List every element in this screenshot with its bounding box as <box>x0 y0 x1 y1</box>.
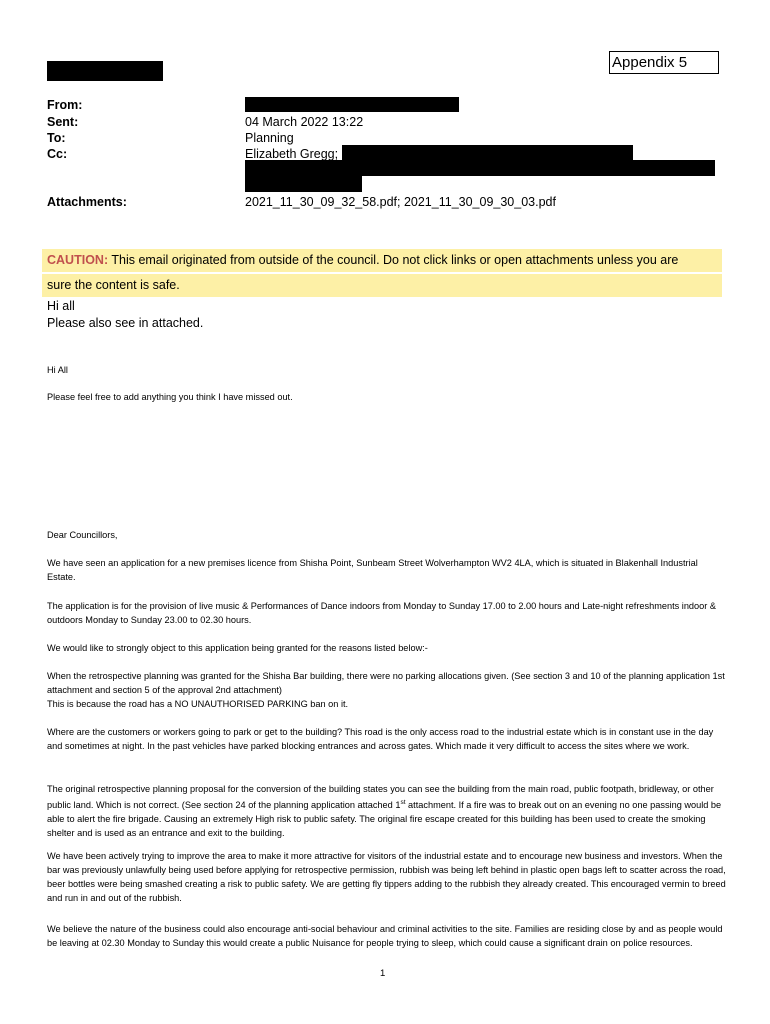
to-value: Planning <box>245 131 294 145</box>
redacted-cc-value-2 <box>245 160 715 176</box>
letter-paragraph-3: We would like to strongly object to this application being granted for the reasons listed below:- <box>47 643 428 653</box>
from-label: From: <box>47 98 83 112</box>
forward-greeting: Hi All <box>47 365 68 375</box>
forward-note: Please feel free to add anything you think I have missed out. <box>47 392 293 402</box>
to-label: To: <box>47 131 66 145</box>
attachments-value[interactable]: 2021_11_30_09_32_58.pdf; 2021_11_30_09_30_03.pdf <box>245 195 556 209</box>
sent-value: 04 March 2022 13:22 <box>245 115 364 129</box>
letter-paragraph-4 <box>47 669 727 711</box>
letter-paragraph-5: Where are the customers or workers going to park or get to the building? This road is the only access road to the industrial estate which is in constant use in the day and sometimes at night. In the past vehicles have parked blocking entrances and across gates. Which made it very difficult to access the sites where we work. <box>47 727 714 751</box>
caution-label: CAUTION: <box>47 253 109 267</box>
letter-paragraph-6-end: attachment. If a fire was to break out on an evening no one passing would be able to alert the fire brigade. Causing an extremely High risk to public safety. The original fire escape created for this building has been used to create the smoking shelter and is used as an entrance and exit to the building. <box>47 800 722 839</box>
caution-text-2: sure the content is safe. <box>47 278 180 292</box>
redacted-cc-value-1 <box>342 145 633 160</box>
appendix-label: Appendix 5 <box>609 51 719 74</box>
letter-paragraph-8: We believe the nature of the business could also encourage anti-social behaviour and criminal activities to the site. Families are residing close by and as people would be leaving at 02.30 Monday to Sunday this would create a public Nuisance for people trying to sleep, which could cause a significant drain on police resources. <box>47 924 723 948</box>
letter-paragraph-2: The application is for the provision of live music & Performances of Dance indoors from Monday to Sunday 17.00 to 2.00 hours and Late-night refreshments indoor & outdoors Monday to Sunday 23.00 to 02.30 hours. <box>47 601 717 625</box>
caution-text-1: This email originated from outside of the council. Do not click links or open attachments unless you are <box>111 253 679 267</box>
letter-paragraph-7: We have been actively trying to improve the area to make it more attractive for visitors of the industrial estate and to encourage new business and investors. When the bar was previously unlawfully being used before applying for retrospective permission, rubbish was being left behind in plastic open bags left to scatter across the road, beer bottles were being smashed creating a risk to public safety. We are getting fly tippers adding to the rubbish they already created. This encouraged vermin to breed and run in and out of the rubbish. <box>47 851 726 903</box>
intro-greeting: Hi all <box>47 299 75 313</box>
cc-label: Cc: <box>47 147 68 161</box>
intro-message: Please also see in attached. <box>47 316 204 330</box>
redacted-from-value <box>245 97 459 112</box>
attachments-label: Attachments: <box>47 195 127 209</box>
cc-value: Elizabeth Gregg; <box>245 147 339 161</box>
letter-paragraph-1: We have seen an application for a new premises licence from Shisha Point, Sunbeam Street Wolverhampton WV2 4LA, which is situated in Blakenhall Industrial Estate. <box>47 558 698 582</box>
caution-banner <box>42 249 722 297</box>
letter-salutation: Dear Councillors, <box>47 530 118 540</box>
letter-paragraph-4a: When the retrospective planning was granted for the Shisha Bar building, there were no parking allocations given. (See section 3 and 10 of the planning application 1st attachment and section 5 of the approval 2nd attachment) <box>47 671 725 695</box>
sent-label: Sent: <box>47 115 79 129</box>
redacted-cc-value-3 <box>245 176 362 192</box>
page-number: 1 <box>380 968 386 979</box>
letter-paragraph-6-start: The original retrospective planning proposal for the conversion of the building states you can see the building from the main road, public footpath, bridleway, or other public land. Which is not correct. (See section 24 of the planning application attached 1 <box>47 784 714 811</box>
letter-paragraph-6 <box>47 782 727 840</box>
caution-line-1 <box>47 249 678 271</box>
superscript-st: st <box>400 799 406 806</box>
letter-paragraph-4b: This is because the road has a NO UNAUTHORISED PARKING ban on it. <box>47 699 349 709</box>
redacted-sender-name <box>47 61 163 81</box>
